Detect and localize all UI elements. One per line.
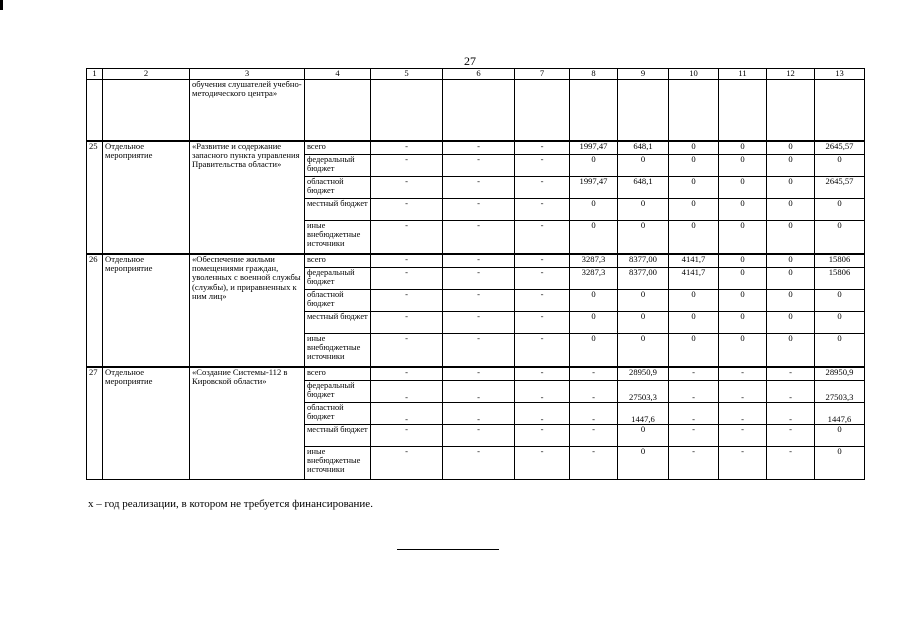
funding-value: - <box>443 221 515 255</box>
funding-value: 3287,3 <box>570 268 618 290</box>
funding-value: - <box>443 177 515 199</box>
funding-value: 0 <box>815 155 865 177</box>
funding-value: - <box>443 155 515 177</box>
funding-value: - <box>570 425 618 447</box>
funding-value: - <box>443 312 515 334</box>
funding-value: - <box>767 381 815 403</box>
funding-value: - <box>515 403 570 425</box>
funding-value: - <box>371 367 443 381</box>
funding-value: 15806 <box>815 254 865 268</box>
funding-value: 0 <box>570 221 618 255</box>
funding-value: - <box>669 367 719 381</box>
funding-value: 2645,57 <box>815 141 865 155</box>
funding-value: - <box>371 290 443 312</box>
funding-value: 4141,7 <box>669 254 719 268</box>
funding-value: - <box>515 290 570 312</box>
funding-value: - <box>719 381 767 403</box>
column-number-row <box>87 69 865 80</box>
funding-value: 0 <box>669 290 719 312</box>
funding-value: 0 <box>719 312 767 334</box>
funding-source: местный бюджет <box>305 312 371 334</box>
funding-value: - <box>719 425 767 447</box>
funding-value: - <box>570 367 618 381</box>
funding-value: - <box>371 403 443 425</box>
funding-source: местный бюджет <box>305 425 371 447</box>
funding-value: 0 <box>767 199 815 221</box>
funding-value: 27503,3 <box>618 381 669 403</box>
funding-value: - <box>767 367 815 381</box>
funding-value: - <box>669 447 719 480</box>
funding-value: - <box>767 403 815 425</box>
funding-value: - <box>371 425 443 447</box>
column-number: 13 <box>815 69 865 80</box>
funding-value: 0 <box>669 141 719 155</box>
funding-value: 15806 <box>815 268 865 290</box>
funding-value: - <box>515 425 570 447</box>
funding-source: иные внебюджетные источники <box>305 221 371 255</box>
funding-value: 0 <box>719 254 767 268</box>
funding-value: 0 <box>570 334 618 368</box>
funding-value: 0 <box>767 177 815 199</box>
funding-value: - <box>443 290 515 312</box>
funding-source: всего <box>305 367 371 381</box>
funding-value: - <box>669 425 719 447</box>
funding-value: - <box>443 334 515 368</box>
column-number: 1 <box>87 69 103 80</box>
funding-value: - <box>515 334 570 368</box>
table-row <box>87 141 865 155</box>
measure-type: Отдельное мероприятие <box>103 141 190 254</box>
funding-value: 0 <box>719 199 767 221</box>
column-number: 3 <box>190 69 305 80</box>
funding-value: 2645,57 <box>815 177 865 199</box>
funding-value: - <box>515 367 570 381</box>
measure-name: «Обеспечение жильми помещениями граждан, уволенных с военной службы (службы), и приравненных к ним лиц» <box>190 254 305 367</box>
funding-value: - <box>515 381 570 403</box>
funding-value: 0 <box>719 177 767 199</box>
footnote: х – год реализации, в котором не требуется финансирование. <box>88 498 373 510</box>
funding-value: - <box>515 312 570 334</box>
funding-value: 0 <box>767 155 815 177</box>
continuation-row <box>87 80 865 142</box>
column-number: 12 <box>767 69 815 80</box>
cell-type <box>103 80 190 142</box>
funding-source: федеральный бюджет <box>305 155 371 177</box>
funding-source: всего <box>305 254 371 268</box>
funding-value: 0 <box>570 155 618 177</box>
funding-value: - <box>719 403 767 425</box>
funding-value: 0 <box>767 254 815 268</box>
funding-value: 0 <box>767 290 815 312</box>
funding-value: 0 <box>669 199 719 221</box>
funding-value: 0 <box>618 290 669 312</box>
funding-value: - <box>371 221 443 255</box>
funding-value: - <box>443 141 515 155</box>
funding-value: 0 <box>767 141 815 155</box>
funding-value: 0 <box>669 221 719 255</box>
column-number: 8 <box>570 69 618 80</box>
funding-value: - <box>371 155 443 177</box>
funding-value: 0 <box>669 177 719 199</box>
funding-value: - <box>515 155 570 177</box>
funding-value: 0 <box>815 199 865 221</box>
funding-value: - <box>669 403 719 425</box>
funding-value: - <box>443 403 515 425</box>
funding-value: 1447,6 <box>815 403 865 425</box>
column-number: 9 <box>618 69 669 80</box>
cell-no <box>87 80 103 142</box>
table-row <box>87 367 865 381</box>
funding-value: 4141,7 <box>669 268 719 290</box>
funding-source: местный бюджет <box>305 199 371 221</box>
funding-value: 0 <box>570 199 618 221</box>
funding-value: 0 <box>767 268 815 290</box>
funding-value: 1997,47 <box>570 177 618 199</box>
funding-value: 0 <box>719 141 767 155</box>
funding-value: 648,1 <box>618 177 669 199</box>
funding-value: 0 <box>767 334 815 368</box>
measure-name: «Создание Системы-112 в Кировской области» <box>190 367 305 480</box>
funding-value: 0 <box>570 312 618 334</box>
funding-value: 0 <box>815 312 865 334</box>
column-number: 11 <box>719 69 767 80</box>
funding-value: - <box>443 268 515 290</box>
funding-value: 0 <box>767 221 815 255</box>
funding-value: 0 <box>815 447 865 480</box>
funding-value: - <box>669 381 719 403</box>
funding-value: - <box>443 199 515 221</box>
funding-value: - <box>443 254 515 268</box>
funding-value: 8377,00 <box>618 254 669 268</box>
funding-value: - <box>767 447 815 480</box>
funding-value: 0 <box>618 334 669 368</box>
funding-value: - <box>515 141 570 155</box>
column-number: 10 <box>669 69 719 80</box>
row-number: 27 <box>87 367 103 480</box>
table-body <box>87 69 865 480</box>
row-number: 25 <box>87 141 103 254</box>
funding-value: 1997,47 <box>570 141 618 155</box>
funding-value: - <box>570 403 618 425</box>
funding-source: федеральный бюджет <box>305 381 371 403</box>
funding-value: - <box>371 381 443 403</box>
funding-source: областной бюджет <box>305 177 371 199</box>
funding-value: 28950,9 <box>618 367 669 381</box>
funding-value: 3287,3 <box>570 254 618 268</box>
funding-source: областной бюджет <box>305 403 371 425</box>
funding-source: федеральный бюджет <box>305 268 371 290</box>
funding-value: 0 <box>618 312 669 334</box>
funding-value: - <box>443 381 515 403</box>
funding-source: всего <box>305 141 371 155</box>
funding-value: 0 <box>815 334 865 368</box>
funding-source: иные внебюджетные источники <box>305 447 371 480</box>
funding-value: - <box>719 447 767 480</box>
closing-rule <box>397 549 499 550</box>
funding-value: - <box>570 381 618 403</box>
continuation-name: обучения слушателей учебно-методического центра» <box>190 80 305 142</box>
funding-value: 0 <box>719 290 767 312</box>
funding-value: 0 <box>815 221 865 255</box>
funding-value: 0 <box>767 312 815 334</box>
funding-value: 0 <box>719 268 767 290</box>
funding-value: 0 <box>618 199 669 221</box>
funding-value: 0 <box>618 425 669 447</box>
funding-value: - <box>371 447 443 480</box>
funding-value: 27503,3 <box>815 381 865 403</box>
funding-value: 28950,9 <box>815 367 865 381</box>
funding-value: - <box>371 254 443 268</box>
funding-source: областной бюджет <box>305 290 371 312</box>
funding-value: - <box>443 367 515 381</box>
funding-value: - <box>371 177 443 199</box>
measure-type: Отдельное мероприятие <box>103 254 190 367</box>
funding-value: 0 <box>719 155 767 177</box>
funding-value: 0 <box>815 290 865 312</box>
page-number: 27 <box>464 54 476 68</box>
funding-value: - <box>570 447 618 480</box>
funding-value: 0 <box>618 155 669 177</box>
measure-type: Отдельное мероприятие <box>103 367 190 480</box>
funding-value: 0 <box>570 290 618 312</box>
funding-value: 0 <box>618 221 669 255</box>
funding-value: 648,1 <box>618 141 669 155</box>
column-number: 2 <box>103 69 190 80</box>
scan-edge-mark <box>0 0 3 10</box>
funding-value: - <box>515 199 570 221</box>
funding-source: иные внебюджетные источники <box>305 334 371 368</box>
funding-value: 8377,00 <box>618 268 669 290</box>
funding-value: 0 <box>815 425 865 447</box>
funding-value: - <box>767 425 815 447</box>
funding-value: - <box>515 268 570 290</box>
measure-name: «Развитие и содержание запасного пункта управления Правительства области» <box>190 141 305 254</box>
funding-value: - <box>719 367 767 381</box>
funding-value: - <box>515 221 570 255</box>
funding-value: - <box>515 177 570 199</box>
funding-value: 0 <box>669 155 719 177</box>
funding-value: 0 <box>669 334 719 368</box>
funding-value: 0 <box>669 312 719 334</box>
funding-value: 1447,6 <box>618 403 669 425</box>
funding-value: 0 <box>719 221 767 255</box>
column-number: 5 <box>371 69 443 80</box>
funding-value: - <box>515 447 570 480</box>
funding-value: 0 <box>618 447 669 480</box>
funding-value: - <box>371 141 443 155</box>
column-number: 6 <box>443 69 515 80</box>
funding-value: - <box>371 268 443 290</box>
row-number: 26 <box>87 254 103 367</box>
funding-value: - <box>371 334 443 368</box>
budget-table <box>86 68 865 480</box>
funding-value: 0 <box>719 334 767 368</box>
column-number: 4 <box>305 69 371 80</box>
funding-value: - <box>515 254 570 268</box>
funding-value: - <box>443 425 515 447</box>
funding-value: - <box>371 199 443 221</box>
column-number: 7 <box>515 69 570 80</box>
table-row <box>87 254 865 268</box>
funding-value: - <box>443 447 515 480</box>
funding-value: - <box>371 312 443 334</box>
